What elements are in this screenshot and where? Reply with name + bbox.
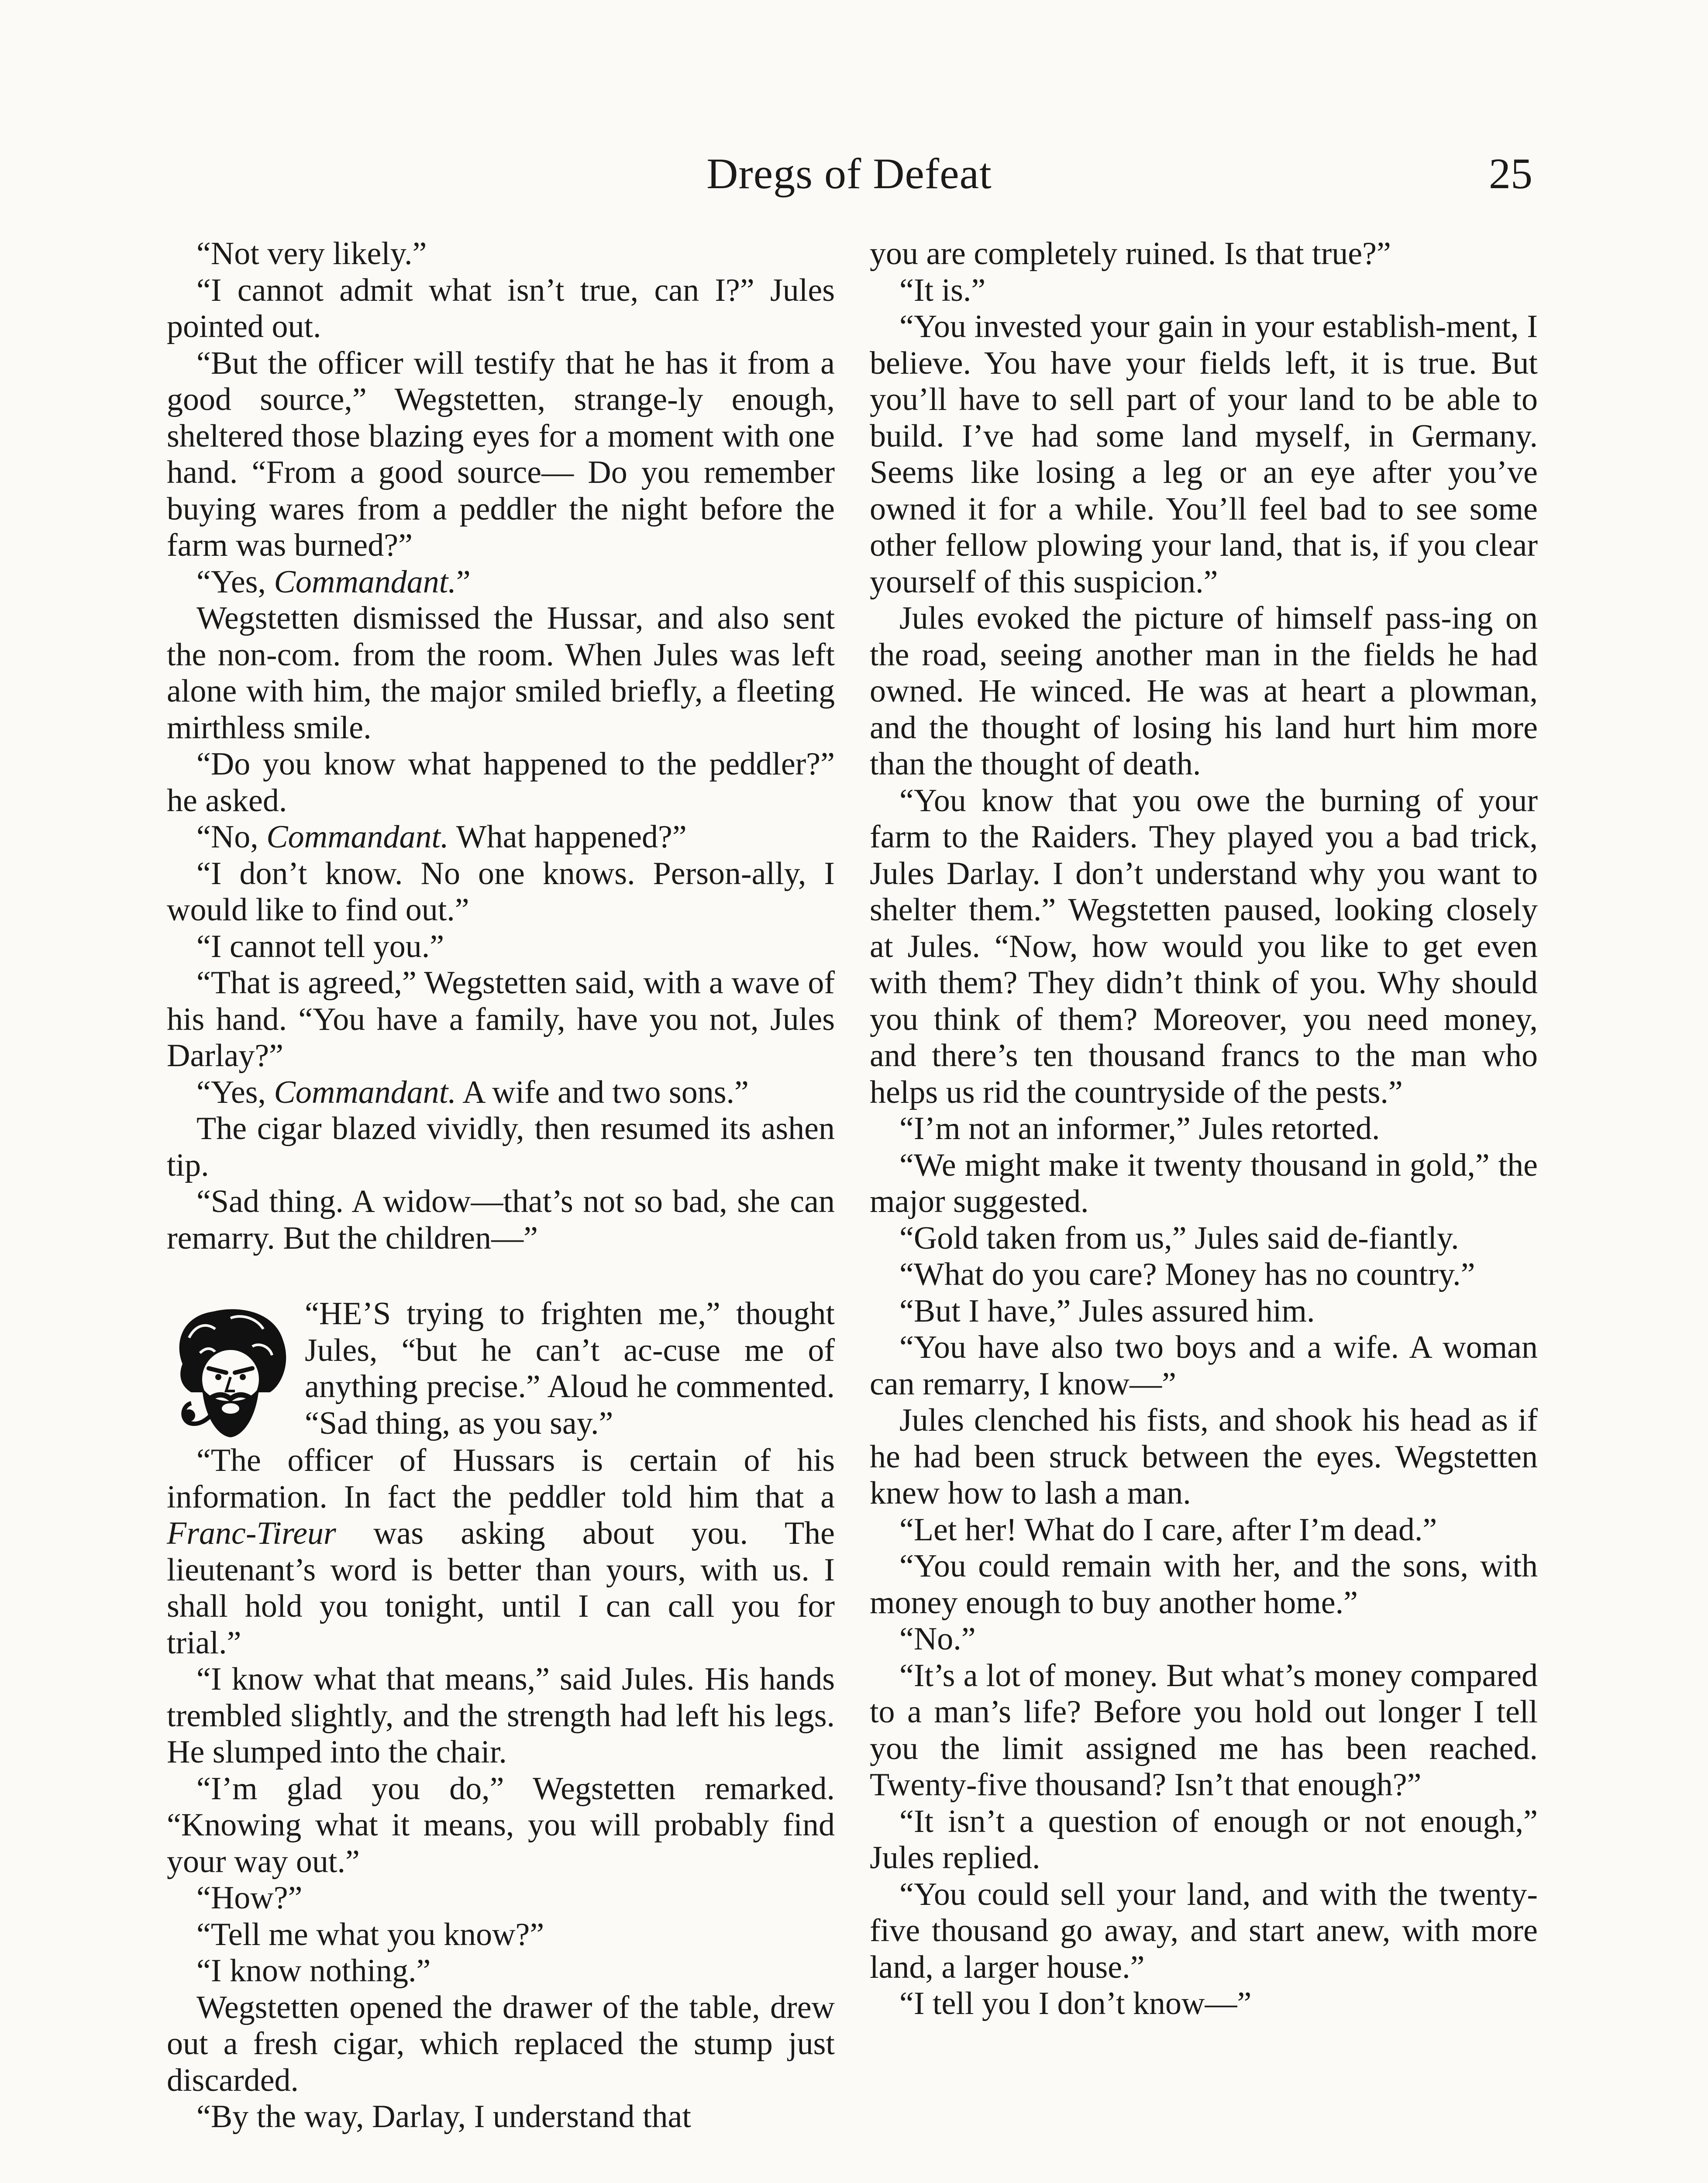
paragraph: “I tell you I don’t know—” bbox=[899, 1986, 1252, 2021]
bearded-man-portrait-icon bbox=[167, 1298, 296, 1443]
paragraph: “Yes, Commandant. A wife and two sons.” bbox=[196, 1074, 749, 1110]
paragraph: “But the officer will testify that he has it from a good source,” Wegstetten, strange-ly enough, sheltered those blazing eyes for a moment with one hand. “From a good source— Do you remember buying wares from a peddler the night before the farm was burned?” bbox=[167, 345, 835, 563]
paragraph: “Tell me what you know?” bbox=[196, 1916, 544, 1952]
paragraph: “You could remain with her, and the sons, with money enough to buy another home.” bbox=[870, 1548, 1538, 1621]
paragraph: “Yes, Commandant.” bbox=[196, 564, 471, 600]
paragraph: “You invested your gain in your establish-ment, I believe. You have your fields left, it is true. But you’ll have to sell part of your land to be able to build. I’ve had some land myself, in Germany. Seems like losing a leg or an eye after you’ve owned it for a while. You’ll feel bad to see some other fellow plowing your land, that is, if you clear yourself of this suspicion.” bbox=[870, 309, 1538, 600]
paragraph: “I’m not an informer,” Jules retorted. bbox=[899, 1111, 1380, 1147]
paragraph: “It is.” bbox=[899, 272, 986, 308]
paragraph: you are completely ruined. Is that true?” bbox=[870, 236, 1391, 272]
paragraph: “I cannot admit what isn’t true, can I?” Jules pointed out. bbox=[167, 272, 835, 344]
paragraph: “Do you know what happened to the peddler?” he asked. bbox=[167, 746, 835, 819]
paragraph: “You could sell your land, and with the twenty-five thousand go away, and start anew, with more land, a larger house.” bbox=[870, 1876, 1538, 1985]
paragraph: “It’s a lot of money. But what’s money compared to a man’s life? Before you hold out longer I tell you the limit assigned me has been reached. Twenty-five thousand? Isn’t that enough?” bbox=[870, 1657, 1538, 1803]
paragraph: “Sad thing. A widow—that’s not so bad, she can remarry. But the children—” bbox=[167, 1184, 835, 1256]
paragraph: “Gold taken from us,” Jules said de-fiantly. bbox=[899, 1220, 1459, 1256]
paragraph: “I cannot tell you.” bbox=[196, 928, 444, 964]
paragraph: Jules clenched his fists, and shook his head as if he had been struck between the eyes. Wegstetten knew how to lash a man. bbox=[870, 1402, 1538, 1511]
paragraph: “No.” bbox=[899, 1621, 976, 1657]
paragraph: “But I have,” Jules assured him. bbox=[899, 1293, 1315, 1329]
paragraph: “No, Commandant. What happened?” bbox=[196, 819, 687, 855]
paragraph: “That is agreed,” Wegstetten said, with a wave of his hand. “You have a family, have you not, Jules Darlay?” bbox=[167, 965, 835, 1074]
paragraph: “I know nothing.” bbox=[196, 1953, 431, 1989]
paragraph: “It isn’t a question of enough or not enough,” Jules replied. bbox=[870, 1803, 1538, 1876]
paragraph: “Not very likely.” bbox=[196, 236, 427, 272]
page-title: Dregs of Defeat bbox=[706, 149, 992, 198]
page-number: 25 bbox=[1489, 149, 1532, 198]
paragraph: “How?” bbox=[196, 1880, 303, 1916]
paragraph: Jules evoked the picture of himself pass-ing on the road, seeing another man in the fields he had owned. He winced. He was at heart a plowman, and the thought of losing his land hurt him more than the thought of death. bbox=[870, 600, 1538, 782]
paragraph: “By the way, Darlay, I understand that bbox=[196, 2099, 691, 2135]
paragraph: “The officer of Hussars is certain of his information. In fact the peddler told him that a Franc-Tireur was asking about you. The lieutenant’s word is better than yours, with us. I shall hold you tonight, until I can call you for trial.” bbox=[167, 1443, 835, 1661]
paragraph: “I know what that means,” said Jules. His hands trembled slightly, and the strength had left his legs. He slumped into the chair. bbox=[167, 1661, 835, 1770]
paragraph: “What do you care? Money has no country.” bbox=[899, 1257, 1475, 1292]
left-column bbox=[167, 236, 835, 2135]
paragraph: “You have also two boys and a wife. A woman can remarry, I know—” bbox=[870, 1329, 1538, 1402]
paragraph: “You know that you owe the burning of your farm to the Raiders. They played you a bad trick, Jules Darlay. I don’t understand why you want to shelter them.” Wegstetten paused, looking closely at Jules. “Now, how would you like to get even with them? They didn’t think of you. Why should you think of them? Moreover, you need money, and there’s ten thousand francs to the man who helps us rid the countryside of the pests.” bbox=[870, 782, 1538, 1110]
paragraph: Wegstetten dismissed the Hussar, and also sent the non-com. from the room. When Jules was left alone with him, the major smiled briefly, a fleeting mirthless smile. bbox=[167, 600, 835, 746]
paragraph: Wegstetten opened the drawer of the table, drew out a fresh cigar, which replaced the stump just discarded. bbox=[167, 1989, 835, 2098]
paragraph: The cigar blazed vividly, then resumed its ashen tip. bbox=[167, 1111, 835, 1183]
paragraph: “I’m glad you do,” Wegstetten remarked. “Knowing what it means, you will probably find your way out.” bbox=[167, 1770, 835, 1880]
section-break-paragraph: “HE’S trying to frighten me,” thought Jules, “but he can’t ac-cuse me of anything precise.” Aloud he commented. “Sad thing, as you say.” bbox=[167, 1296, 835, 1443]
paragraph: “We might make it twenty thousand in gold,” the major suggested. bbox=[870, 1147, 1538, 1219]
paragraph: “Let her! What do I care, after I’m dead.” bbox=[899, 1512, 1437, 1548]
right-column bbox=[870, 236, 1538, 2022]
paragraph: “I don’t know. No one knows. Person-ally, I would like to find out.” bbox=[167, 855, 835, 928]
page-header bbox=[166, 148, 1532, 205]
